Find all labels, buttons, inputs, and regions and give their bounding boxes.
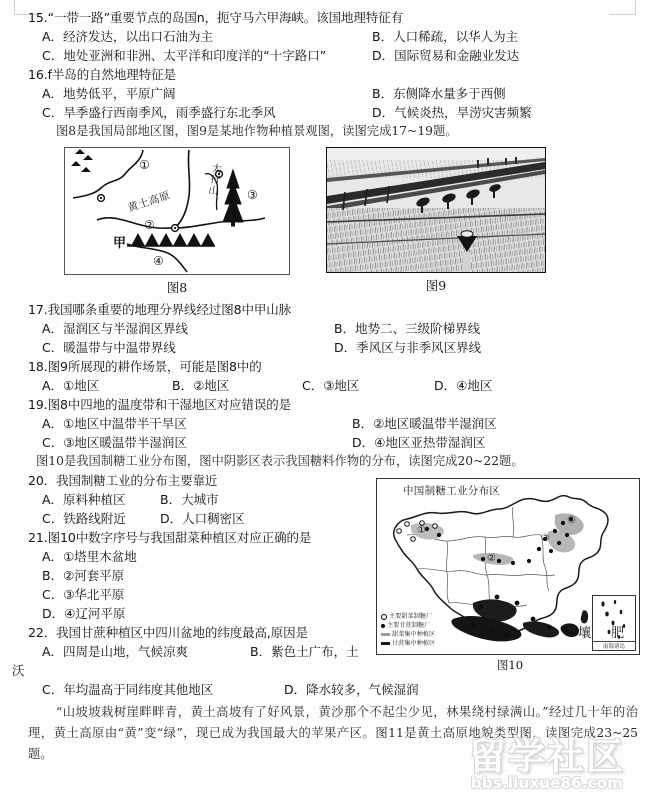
watermark-site-name: 留学社区	[469, 735, 625, 778]
question-20-option-c[interactable]: C．铁路线附近	[42, 511, 126, 526]
figure-9-svg	[327, 148, 545, 272]
question-18-option-d[interactable]: D．④地区	[434, 378, 493, 393]
question-22-option-b[interactable]: B．紫色土广布，土	[250, 644, 359, 659]
question-17-options-row-2	[12, 338, 638, 357]
question-16-option-a[interactable]: A．地势低平，平原广阔	[42, 86, 176, 101]
question-22-options-row-3	[12, 680, 638, 699]
question-15-number: 15.	[28, 10, 48, 25]
narrative-before-q23: “山坡坡栽树崖畔畔青，黄土高坡有了好风景，黄沙那个不起尘少见，林果绕村绿满山。”经过几十年的治理，黄土高原由“黄”变“绿”，现已成为我国最大的苹果产区。图11是黄土高原地貌类型图，读图完成23~25题。	[28, 705, 638, 761]
question-19-options-row-2	[12, 433, 638, 452]
question-16-options-row-2	[12, 103, 638, 122]
figure-8-map	[64, 147, 290, 275]
legend-label-cane-mill: 主要甘蔗制糖厂	[387, 622, 431, 629]
figure-8-number-1: ①	[139, 158, 150, 172]
question-20-option-b[interactable]: B．大城市	[160, 492, 219, 507]
figure-8-mountain-label: 太行山	[207, 163, 223, 198]
figure-10-number-4: ④	[567, 515, 576, 526]
question-19-stem	[12, 395, 638, 414]
narrative-before-q17: 图8是我国局部地区图，图9是某地作物种植景观图，读图完成17~19题。	[56, 124, 458, 138]
question-18-number: 18.	[28, 359, 48, 374]
question-20-text: 我国制糖工业的分布主要靠近	[56, 473, 218, 488]
legend-label-beet-mill: 主要甜菜制糖厂	[389, 613, 433, 620]
question-17-option-b[interactable]: B．地势二、三级阶梯界线	[334, 321, 481, 336]
narrative-before-q20: 图10是我国制糖工业分布图，图中阴影区表示我国糖料作物的分布，读图完成20~22题。	[36, 454, 524, 468]
question-20-option-a[interactable]: A．原料种植区	[42, 492, 126, 507]
figure-10-inset-label: 南海诸岛	[593, 641, 635, 650]
question-15-option-c[interactable]: C．地处亚洲和非洲、太平洋和印度洋的“十字路口”	[42, 48, 327, 63]
beet-mill-symbol-icon	[381, 614, 387, 620]
figure-8-number-2: ②	[144, 218, 155, 232]
question-18-option-a[interactable]: A．①地区	[42, 378, 100, 393]
figure-10	[376, 478, 644, 673]
question-21-option-b[interactable]: B．②河套平原	[42, 568, 125, 583]
question-16-option-b[interactable]: B．东侧降水量多于西侧	[372, 86, 506, 101]
question-15-stem	[12, 8, 638, 27]
question-22-option-c[interactable]: C．年均温高于同纬度其他地区	[42, 682, 214, 697]
legend-item-beet-area	[381, 630, 435, 639]
question-15-options-row-1	[12, 27, 638, 46]
question-19-text: 图8中四地的温度带和干湿地区对应错误的是	[47, 397, 292, 412]
question-17-option-a[interactable]: A．湿润区与半湿润区界线	[42, 321, 189, 336]
figure-8-region-marker: 甲	[113, 236, 127, 251]
question-15-option-a[interactable]: A．经济发达，以出口石油为主	[42, 29, 214, 44]
question-22-number: 22．	[28, 625, 57, 640]
beet-area-symbol-icon	[381, 633, 390, 637]
question-21-number: 21.	[28, 530, 48, 545]
figure-row-8-9	[12, 147, 638, 296]
question-17-options-row-1	[12, 319, 638, 338]
question-19-options-row-1	[12, 414, 638, 433]
question-18-option-c[interactable]: C．③地区	[302, 378, 360, 393]
question-16-option-c[interactable]: C．旱季盛行西南季风，雨季盛行东北季风	[42, 105, 276, 120]
cane-mill-symbol-icon	[381, 624, 385, 628]
question-17-number: 17.	[28, 302, 48, 317]
legend-label-beet-area: 甜菜集中种植区	[392, 631, 436, 638]
question-18-stem	[12, 357, 638, 376]
question-19-option-b[interactable]: B．②地区暖温带半湿润区	[352, 416, 497, 431]
question-16-text: f半岛的自然地理特征是	[47, 67, 176, 82]
watermark-url: bbs.liuxue86.com	[470, 774, 624, 792]
question-21-text: 图10中数字序号与我国甜菜种植区对应正确的是	[47, 530, 312, 545]
question-15-text: “一带一路”重要节点的岛国n，扼守马六甲海峡。该国地理特征有	[47, 10, 403, 25]
question-21-option-c[interactable]: C．③华北平原	[42, 587, 125, 602]
question-19-number: 19.	[28, 397, 48, 412]
question-18-option-b[interactable]: B．②地区	[172, 378, 230, 393]
figure-9	[326, 147, 546, 296]
figure-8-svg	[65, 148, 289, 274]
question-19-option-a[interactable]: A．①地区中温带半干旱区	[42, 416, 187, 431]
legend-label-cane-area: 甘蔗集中种植区	[392, 640, 436, 647]
question-22-option-b-overflow: 沃	[12, 663, 25, 678]
question-18-options-row-1	[12, 376, 638, 395]
question-20-number: 20．	[28, 473, 57, 488]
question-19-option-c[interactable]: C．③地区暖温带半湿润区	[42, 435, 187, 450]
figure-8	[64, 147, 290, 296]
question-18-text: 图9所展现的耕作场景，可能是图8中的	[47, 359, 262, 374]
figure-8-plateau-label: 黄土高原	[126, 189, 172, 215]
figure-9-photo	[326, 147, 546, 273]
question-16-stem	[12, 65, 638, 84]
figure-10-caption: 图10	[496, 658, 524, 672]
question-15-option-d[interactable]: D．国际贸易和金融业发达	[372, 48, 520, 63]
figure-8-number-4: ④	[153, 254, 164, 268]
stray-text-fragment: 壤 肥	[578, 626, 633, 641]
legend-item-cane-mill	[381, 621, 435, 630]
question-22-option-d[interactable]: D．降水较多，气候湿润	[284, 682, 419, 697]
question-17-option-c[interactable]: C．暖温带与中温带界线	[42, 340, 176, 355]
question-16-options-row-1	[12, 84, 638, 103]
question-17-text: 我国哪条重要的地理分界线经过图8中甲山脉	[47, 302, 292, 317]
figure-10-title: 中国制糖工业分布区	[403, 485, 501, 497]
question-15-options-row-2	[12, 46, 638, 65]
question-16-option-d[interactable]: D．气候炎热，旱涝灾害频繁	[372, 105, 532, 120]
figure-8-caption: 图8	[166, 280, 188, 295]
cane-area-symbol-icon	[381, 642, 390, 646]
legend-item-cane-area	[381, 639, 435, 648]
question-19-option-d[interactable]: D．④地区亚热带湿润区	[352, 435, 486, 450]
legend-item-beet-mill	[381, 612, 435, 621]
figure-10-number-2: ②	[487, 553, 496, 564]
question-17-option-d[interactable]: D．季风区与非季风区界线	[334, 340, 482, 355]
figure-8-number-3: ③	[247, 188, 258, 202]
figure-9-caption: 图9	[425, 278, 447, 293]
question-15-option-b[interactable]: B．人口稀疏，以华人为主	[372, 29, 519, 44]
question-20-option-d[interactable]: D．人口稠密区	[160, 511, 245, 526]
figure-10-legend	[381, 612, 435, 648]
figure-10-number-3: ③	[541, 533, 550, 544]
question-21-option-d[interactable]: D．④辽河平原	[42, 606, 126, 621]
question-22-option-a[interactable]: A．四周是山地，气候凉爽	[42, 644, 189, 659]
question-22-text: 我国甘蔗种植区中四川盆地的纬度最高,原因是	[56, 625, 308, 640]
figure-10-number-1: ①	[417, 525, 426, 536]
question-17-stem	[12, 300, 638, 319]
question-21-option-a[interactable]: A．①塔里木盆地	[42, 549, 137, 564]
question-16-number: 16.	[28, 67, 48, 82]
